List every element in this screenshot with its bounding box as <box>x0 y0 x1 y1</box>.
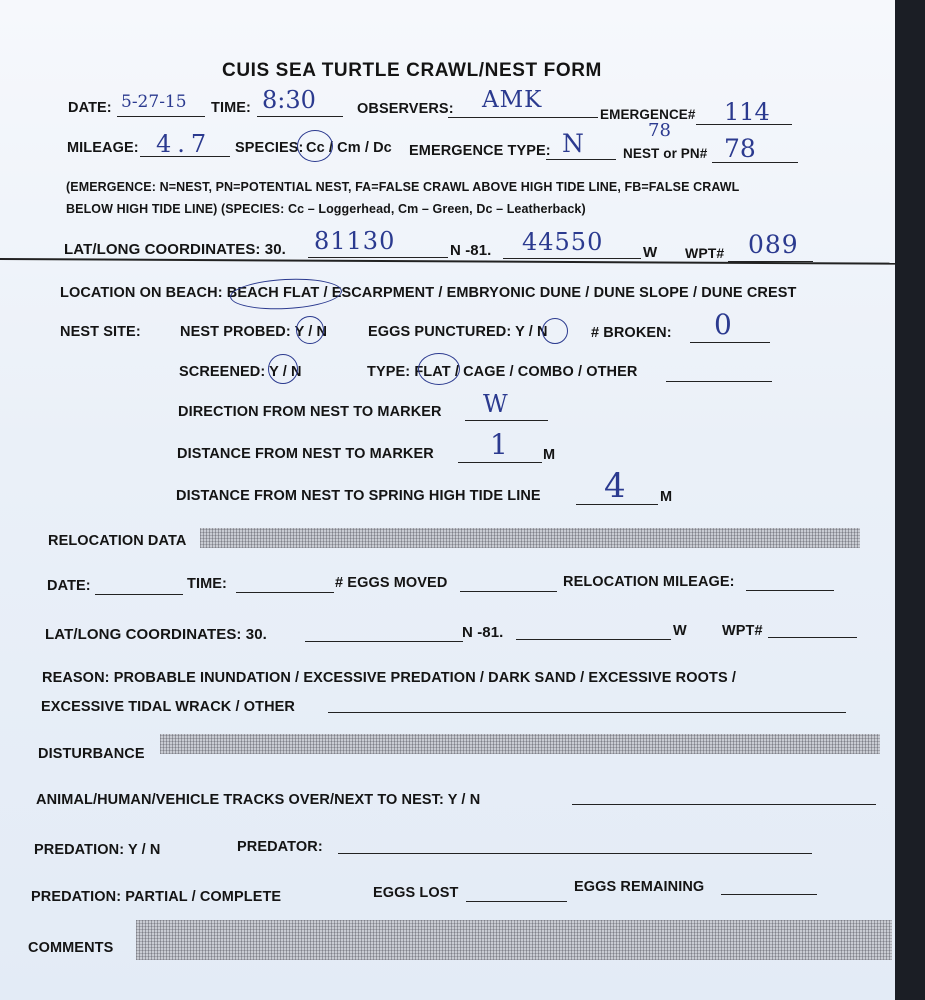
emergence-number-label: EMERGENCE# <box>600 107 696 122</box>
eggs-lost-label: EGGS LOST <box>373 885 459 901</box>
reason-line-1: REASON: PROBABLE INUNDATION / EXCESSIVE PREDATION / DARK SAND / EXCESSIVE ROOTS / <box>42 670 736 686</box>
reason-line-2: EXCESSIVE TIDAL WRACK / OTHER <box>41 699 295 715</box>
nest-pn-over-entry: 78 <box>648 120 671 141</box>
predation-yn-label: PREDATION: Y / N <box>34 842 161 858</box>
emergence-type-label: EMERGENCE TYPE: <box>409 143 551 159</box>
reloc-mileage-label: RELOCATION MILEAGE: <box>563 574 735 590</box>
nest-site-label: NEST SITE: <box>60 324 141 340</box>
reloc-time-label: TIME: <box>187 576 227 592</box>
comments-band <box>136 920 892 960</box>
long-entry: 44550 <box>522 228 604 256</box>
species-selected-circle <box>297 130 333 162</box>
screened-label: SCREENED: Y / N <box>179 364 302 380</box>
nest-pn-label: NEST or PN# <box>623 146 708 161</box>
date-entry: 5-27-15 <box>121 92 187 112</box>
form-title: CUIS SEA TURTLE CRAWL/NEST FORM <box>222 60 602 81</box>
tracks-label: ANIMAL/HUMAN/VEHICLE TRACKS OVER/NEXT TO NEST: Y / N <box>36 792 481 808</box>
distance-marker-label: DISTANCE FROM NEST TO MARKER <box>177 446 434 462</box>
broken-entry: 0 <box>714 308 732 341</box>
location-line: LOCATION ON BEACH: BEACH FLAT / ESCARPMENT / EMBRYONIC DUNE / DUNE SLOPE / DUNE CREST <box>60 285 797 301</box>
predator-label: PREDATOR: <box>237 839 323 855</box>
reloc-wpt-label: WPT# <box>722 623 763 639</box>
nest-probed-label: NEST PROBED: Y / N <box>180 324 328 340</box>
distance-marker-entry: 1 <box>490 428 508 461</box>
distance-tide-unit: M <box>660 489 673 505</box>
section-divider <box>0 258 895 265</box>
relocation-header: RELOCATION DATA <box>48 533 187 549</box>
beach-flat-circle <box>229 276 342 312</box>
distance-tide-label: DISTANCE FROM NEST TO SPRING HIGH TIDE LINE <box>176 488 541 504</box>
emergence-number-entry: 114 <box>724 98 770 126</box>
eggs-moved-label: # EGGS MOVED <box>335 575 448 591</box>
time-entry: 8:30 <box>262 86 316 114</box>
latlong-label: LAT/LONG COORDINATES: 30. <box>64 241 286 258</box>
mileage-entry: 4.7 <box>156 130 213 158</box>
reloc-latlong-label: LAT/LONG COORDINATES: 30. <box>45 626 267 643</box>
date-label: DATE: <box>68 100 112 116</box>
comments-header: COMMENTS <box>28 940 114 956</box>
mileage-label: MILEAGE: <box>67 140 139 156</box>
reloc-w-label: W <box>673 623 687 639</box>
n-label: N -81. <box>450 242 492 259</box>
probed-y-circle <box>296 316 324 344</box>
type-label: TYPE: FLAT / CAGE / COMBO / OTHER <box>367 364 638 380</box>
w-label: W <box>643 244 658 261</box>
species-options: Cc / Cm / Dc <box>306 140 392 156</box>
disturbance-band <box>160 734 880 754</box>
eggs-remaining-label: EGGS REMAINING <box>574 879 705 895</box>
reloc-date-label: DATE: <box>47 578 91 594</box>
observers-entry: AMK <box>482 87 543 113</box>
punctured-n-circle <box>542 318 568 344</box>
predation-type-label: PREDATION: PARTIAL / COMPLETE <box>31 889 282 905</box>
relocation-band <box>200 528 860 548</box>
direction-label: DIRECTION FROM NEST TO MARKER <box>178 404 442 420</box>
emergence-type-entry: N <box>562 129 584 158</box>
nest-pn-entry: 78 <box>724 134 756 163</box>
wpt-label: WPT# <box>685 245 725 261</box>
reloc-n-label: N -81. <box>462 624 504 641</box>
eggs-punctured-label: EGGS PUNCTURED: Y / N <box>368 324 548 340</box>
direction-entry: W <box>483 390 508 418</box>
legend-line-2: BELOW HIGH TIDE LINE) (SPECIES: Cc – Loggerhead, Cm – Green, Dc – Leatherback) <box>66 202 586 216</box>
background-edge <box>895 0 925 1000</box>
distance-tide-entry: 4 <box>604 466 626 506</box>
lat-entry: 81130 <box>314 227 396 255</box>
time-label: TIME: <box>211 100 251 116</box>
species-label: SPECIES: <box>235 140 304 156</box>
observers-label: OBSERVERS: <box>357 101 454 117</box>
legend-line-1: (EMERGENCE: N=NEST, PN=POTENTIAL NEST, FA=FALSE CRAWL ABOVE HIGH TIDE LINE, FB=FALSE CRAWL <box>66 180 740 194</box>
wpt-entry: 089 <box>748 230 799 259</box>
disturbance-header: DISTURBANCE <box>38 746 145 762</box>
type-flat-circle <box>418 353 460 385</box>
screened-y-circle <box>268 354 298 384</box>
broken-label: # BROKEN: <box>591 325 672 341</box>
distance-marker-unit: M <box>543 447 556 463</box>
